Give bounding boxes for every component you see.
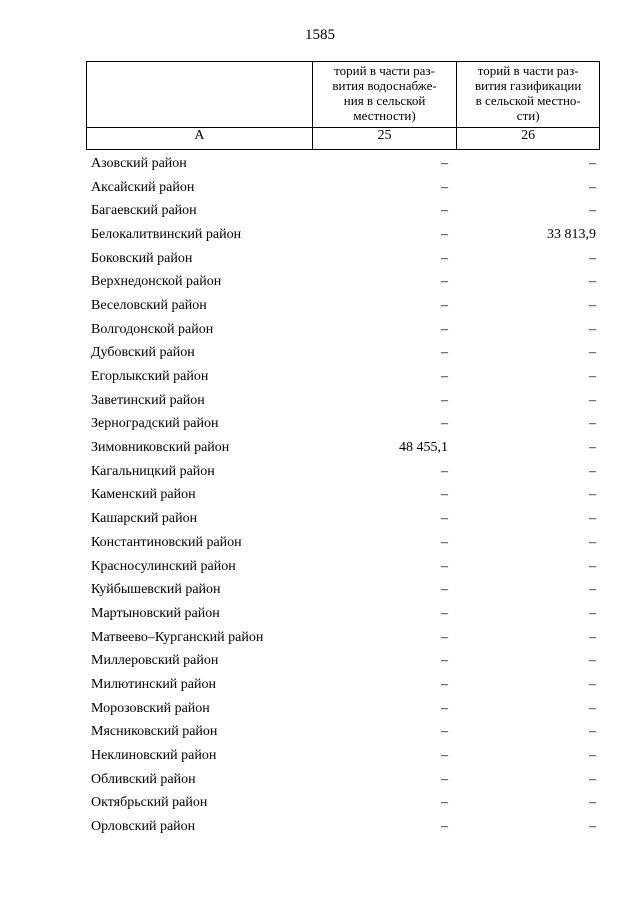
- value-col-26: –: [589, 558, 596, 574]
- value-col-25: –: [441, 676, 448, 692]
- table-row: [86, 318, 600, 342]
- value-col-26: –: [589, 724, 596, 740]
- value-col-25: –: [441, 511, 448, 527]
- district-name: Боковский район: [91, 250, 193, 266]
- code-25: 25: [312, 128, 457, 150]
- district-name: Красносулинский район: [91, 558, 236, 574]
- table-row: [86, 294, 600, 318]
- value-col-25: –: [441, 558, 448, 574]
- value-col-25: –: [441, 700, 448, 716]
- table-row: [86, 531, 600, 555]
- value-col-25: –: [441, 416, 448, 432]
- value-col-25: –: [441, 250, 448, 266]
- code-a: А: [87, 128, 313, 150]
- table-header: [86, 61, 600, 150]
- code-26: 26: [457, 128, 600, 150]
- district-name: Мартыновский район: [91, 605, 220, 621]
- table-row: [86, 389, 600, 413]
- table-row: [86, 436, 600, 460]
- value-col-25: –: [441, 369, 448, 385]
- value-col-25: –: [441, 724, 448, 740]
- table-row: [86, 223, 600, 247]
- value-col-25: –: [441, 155, 448, 171]
- value-col-25: –: [441, 274, 448, 290]
- table-row: [86, 484, 600, 508]
- district-name: Зимовниковский район: [91, 440, 230, 456]
- value-col-26: –: [589, 511, 596, 527]
- value-col-26: –: [589, 700, 596, 716]
- value-col-26: 33 813,9: [547, 226, 596, 242]
- column-codes-row: [87, 128, 600, 150]
- value-col-25: –: [441, 605, 448, 621]
- table-row: [86, 744, 600, 768]
- value-col-25: –: [441, 629, 448, 645]
- district-name: Миллеровский район: [91, 653, 219, 669]
- table-row: [86, 199, 600, 223]
- table-row: [86, 270, 600, 294]
- value-col-26: –: [589, 345, 596, 361]
- value-col-25: –: [441, 771, 448, 787]
- header-cell-25: [312, 62, 457, 128]
- district-name: Куйбышевский район: [91, 582, 221, 598]
- value-col-26: –: [589, 771, 596, 787]
- value-col-26: –: [589, 203, 596, 219]
- table-row: [86, 602, 600, 626]
- district-name: Белокалитвинский район: [91, 226, 242, 242]
- table-row: [86, 792, 600, 816]
- value-col-25: –: [441, 487, 448, 503]
- district-name: Волгодонской район: [91, 321, 214, 337]
- value-col-25: –: [441, 345, 448, 361]
- table-row: [86, 721, 600, 745]
- value-col-26: –: [589, 155, 596, 171]
- value-col-26: –: [589, 534, 596, 550]
- value-col-26: –: [589, 795, 596, 811]
- table-row: [86, 507, 600, 531]
- district-name: Обливский район: [91, 771, 196, 787]
- value-col-26: –: [589, 392, 596, 408]
- value-col-25: –: [441, 392, 448, 408]
- value-col-25: –: [441, 203, 448, 219]
- district-name: Дубовский район: [91, 345, 195, 361]
- value-col-25: –: [441, 179, 448, 195]
- table-row: [86, 626, 600, 650]
- table-body: [86, 152, 600, 839]
- value-col-26: –: [589, 487, 596, 503]
- value-col-26: –: [589, 605, 596, 621]
- value-col-26: –: [589, 629, 596, 645]
- value-col-26: –: [589, 676, 596, 692]
- table-row: [86, 673, 600, 697]
- header-col-a: [87, 62, 312, 127]
- district-name: Аксайский район: [91, 179, 195, 195]
- district-name: Милютинский район: [91, 676, 217, 692]
- value-col-25: –: [441, 226, 448, 242]
- table-row: [86, 247, 600, 271]
- value-col-25: –: [441, 321, 448, 337]
- value-col-26: –: [589, 297, 596, 313]
- table-row: [86, 342, 600, 366]
- header-col-26: [457, 62, 599, 127]
- value-col-26: –: [589, 748, 596, 764]
- district-name: Морозовский район: [91, 700, 210, 716]
- value-col-25: –: [441, 534, 448, 550]
- value-col-25: –: [441, 748, 448, 764]
- table-row: [86, 365, 600, 389]
- value-col-26: –: [589, 463, 596, 479]
- district-name: Константиновский район: [91, 534, 242, 550]
- district-name: Кашарский район: [91, 511, 198, 527]
- header-cell-name: [87, 62, 313, 128]
- value-col-26: –: [589, 321, 596, 337]
- district-name: Верхнедонской район: [91, 274, 222, 290]
- table-row: [86, 815, 600, 839]
- district-name: Егорлыкский район: [91, 369, 209, 385]
- table-row: [86, 176, 600, 200]
- value-col-26: –: [589, 582, 596, 598]
- header-col-25-text: торий в части раз- вития водоснабже- ния в сельской местности): [332, 63, 437, 123]
- value-col-25: –: [441, 819, 448, 835]
- district-name: Заветинский район: [91, 392, 205, 408]
- district-name: Багаевский район: [91, 203, 197, 219]
- value-col-25: –: [441, 582, 448, 598]
- district-name: Мясниковский район: [91, 724, 218, 740]
- value-col-25: –: [441, 297, 448, 313]
- header-col-26-text: торий в части раз- вития газификации в сельской местно- сти): [475, 63, 582, 123]
- value-col-26: –: [589, 179, 596, 195]
- table-row: [86, 768, 600, 792]
- value-col-25: 48 455,1: [399, 440, 448, 456]
- table-row: [86, 555, 600, 579]
- value-col-26: –: [589, 653, 596, 669]
- value-col-25: –: [441, 653, 448, 669]
- table-row: [86, 460, 600, 484]
- value-col-26: –: [589, 440, 596, 456]
- value-col-26: –: [589, 416, 596, 432]
- district-name: Орловский район: [91, 819, 196, 835]
- district-name: Зерноградский район: [91, 416, 219, 432]
- value-col-26: –: [589, 274, 596, 290]
- table-row: [86, 697, 600, 721]
- table-row: [86, 578, 600, 602]
- district-name: Неклиновский район: [91, 748, 217, 764]
- district-name: Кагальницкий район: [91, 463, 215, 479]
- value-col-25: –: [441, 463, 448, 479]
- table-row: [86, 413, 600, 437]
- value-col-26: –: [589, 250, 596, 266]
- value-col-25: –: [441, 795, 448, 811]
- district-name: Азовский район: [91, 155, 187, 171]
- header-cell-26: [457, 62, 600, 128]
- district-name: Октябрьский район: [91, 795, 208, 811]
- district-name: Матвеево–Курганский район: [91, 629, 264, 645]
- value-col-26: –: [589, 819, 596, 835]
- page-number: 1585: [305, 27, 335, 43]
- table-row: [86, 649, 600, 673]
- table-row: [86, 152, 600, 176]
- district-name: Каменский район: [91, 487, 196, 503]
- header-col-25: [313, 62, 457, 127]
- value-col-26: –: [589, 369, 596, 385]
- district-name: Веселовский район: [91, 297, 207, 313]
- header-row: [87, 62, 600, 128]
